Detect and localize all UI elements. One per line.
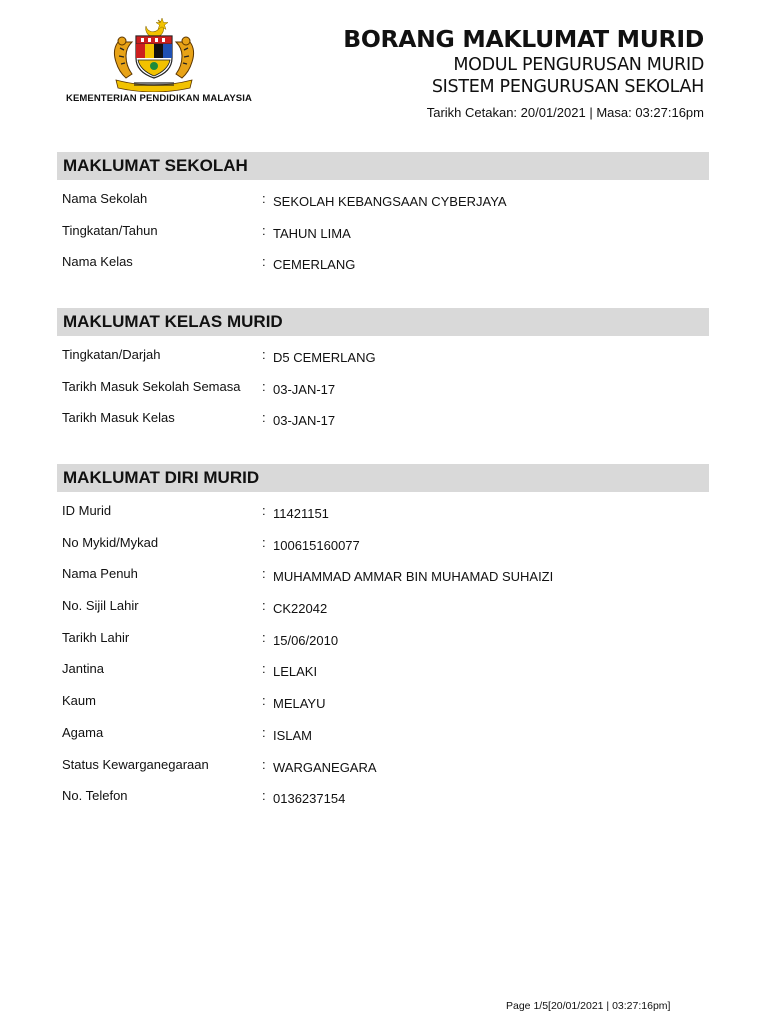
field-label: ID Murid	[62, 503, 112, 518]
field-colon: :	[262, 378, 266, 394]
field-colon: :	[262, 566, 266, 582]
field-value: CK22042	[273, 601, 328, 617]
field-colon: :	[262, 503, 266, 518]
field-colon: :	[262, 693, 266, 709]
field-label: Status Kewarganegaraan	[62, 756, 209, 772]
field-value: 15/06/2010	[273, 632, 339, 648]
field-colon: :	[262, 222, 266, 238]
field-value: 0136237154	[273, 791, 346, 807]
field-value: 03-JAN-17	[273, 413, 336, 429]
field-label: No Mykid/Mykad	[62, 534, 159, 550]
field-label: Agama	[62, 724, 104, 740]
field-colon: :	[262, 191, 266, 206]
field-colon: :	[262, 534, 266, 550]
field-label: Nama Kelas	[62, 254, 133, 270]
section-heading: MAKLUMAT DIRI MURID	[57, 464, 709, 492]
print-date: Tarikh Cetakan: 20/01/2021 | Masa: 03:27:16pm	[426, 105, 704, 120]
field-value: MELAYU	[273, 696, 326, 712]
field-row	[57, 401, 709, 433]
section-heading: MAKLUMAT SEKOLAH	[57, 152, 709, 180]
field-value: LELAKI	[273, 664, 318, 680]
field-label: Kaum	[62, 693, 96, 709]
field-label: Tingkatan/Darjah	[62, 347, 161, 362]
field-row	[57, 370, 709, 402]
field-colon: :	[262, 724, 266, 740]
form-title: BORANG MAKLUMAT MURID	[343, 25, 704, 53]
malaysia-coat-of-arms-icon	[108, 14, 200, 92]
field-label: Nama Penuh	[62, 566, 138, 582]
field-row	[57, 338, 709, 370]
field-row	[57, 526, 709, 558]
field-value: TAHUN LIMA	[273, 225, 351, 241]
page-footer: Page 1/5[20/01/2021 | 03:27:16pm]	[506, 1000, 671, 1012]
field-colon: :	[262, 598, 266, 614]
field-label: Jantina	[62, 661, 104, 677]
field-colon: :	[262, 756, 266, 772]
field-value: ISLAM	[273, 727, 313, 743]
field-label: Tarikh Lahir	[62, 629, 130, 645]
field-value: 11421151	[273, 506, 329, 521]
field-row	[57, 779, 709, 811]
field-row	[57, 214, 709, 246]
field-label: No. Sijil Lahir	[62, 598, 139, 614]
field-label: Tarikh Masuk Sekolah Semasa	[62, 378, 241, 394]
field-value: CEMERLANG	[273, 257, 356, 273]
field-value: WARGANEGARA	[273, 759, 377, 775]
field-label: Tingkatan/Tahun	[62, 222, 158, 238]
field-row	[57, 684, 709, 716]
field-colon: :	[262, 347, 266, 362]
field-colon: :	[262, 661, 266, 677]
field-label: No. Telefon	[62, 788, 128, 804]
section-heading: MAKLUMAT KELAS MURID	[57, 308, 709, 336]
ministry-name: KEMENTERIAN PENDIDIKAN MALAYSIA	[66, 93, 252, 104]
field-colon: :	[262, 788, 266, 804]
field-colon: :	[262, 629, 266, 645]
field-row	[57, 621, 709, 653]
field-colon: :	[262, 410, 266, 426]
field-label: Nama Sekolah	[62, 191, 148, 206]
field-colon: :	[262, 254, 266, 270]
form-header	[343, 24, 704, 123]
section-maklumat-sekolah	[57, 152, 709, 277]
field-row	[57, 589, 709, 621]
field-row	[57, 652, 709, 684]
field-row	[57, 557, 709, 589]
field-value: D5 CEMERLANG	[273, 350, 376, 365]
field-row	[57, 494, 709, 526]
field-row	[57, 182, 709, 214]
field-value: MUHAMMAD AMMAR BIN MUHAMAD SUHAIZI	[273, 569, 554, 585]
field-value: 100615160077	[273, 537, 360, 553]
section-maklumat-kelas-murid	[57, 308, 709, 433]
field-label: Tarikh Masuk Kelas	[62, 410, 175, 426]
field-row	[57, 716, 709, 748]
field-value: 03-JAN-17	[273, 381, 336, 397]
field-value: SEKOLAH KEBANGSAAN CYBERJAYA	[273, 194, 507, 209]
field-row	[57, 245, 709, 277]
section-maklumat-diri-murid	[57, 464, 709, 811]
system-subtitle: SISTEM PENGURUSAN SEKOLAH	[431, 77, 704, 97]
field-row	[57, 748, 709, 780]
module-subtitle: MODUL PENGURUSAN MURID	[453, 55, 704, 75]
